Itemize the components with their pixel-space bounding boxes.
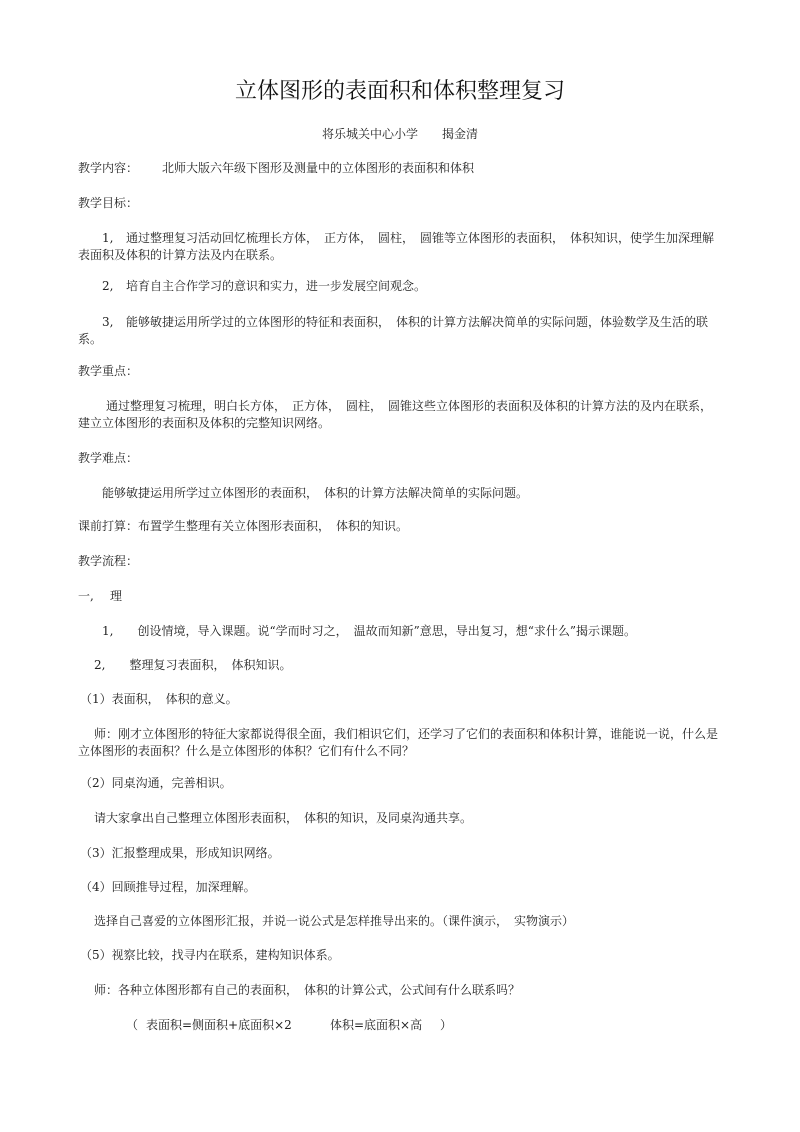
teacher1-line2: 立体图形的表面积？什么是立体图形的体积？它们有什么不同？ xyxy=(78,744,415,758)
section1-number: 一, xyxy=(78,589,94,603)
goal2-number: 2, xyxy=(102,279,114,293)
goal3-line2: 系。 xyxy=(78,332,103,346)
step1: 1, 创设情境，导入课题。说“学而时习之， 温故而知新”意思，导出复习，想“求什么”揭示课题。 xyxy=(102,624,636,638)
difficulty-heading: 教学难点： xyxy=(78,451,139,465)
sub2-text: 请大家拿出自己整理立体图形表面积， 体积的知识，及同桌沟通共享。 xyxy=(94,811,473,825)
step2: 2, 整理复习表面积， 体积知识。 xyxy=(94,658,292,672)
prep-text: 课前打算：布置学生整理有关立体图形表面积， 体积的知识。 xyxy=(78,519,409,533)
formula-volume: 体积=底面积×高 xyxy=(330,1018,423,1032)
formula-open-paren: （ xyxy=(126,1018,139,1032)
formula-close-paren: ） xyxy=(440,1018,453,1032)
content-value: 北师大版六年级下图形及测量中的立体图形的表面积和体积 xyxy=(162,161,475,175)
sub4: （4）回顾推导过程，加深理解。 xyxy=(80,880,256,894)
key-line1: 通过整理复习梳理，明白长方体， 正方体， 圆柱， 圆锥这些立体图形的表面积及体积的计算方法的及内在联系， xyxy=(106,399,713,413)
goal2-text: 培育自主合作学习的意识和实力，进一步发展空间观念。 xyxy=(126,279,427,293)
sub4-text: 选择自己喜爱的立体图形汇报，并说一说公式是怎样推导出来的。（课件演示， 实物演示） xyxy=(94,914,575,928)
teacher2: 师：各种立体图形都有自己的表面积， 体积的计算公式，公式间有什么联系吗？ xyxy=(94,983,521,997)
teacher1-line1: 师：刚才立体图形的特征大家都说得很全面，我们相识它们，还学习了它们的表面积和体积计算，谁能说一说，什么是 xyxy=(94,727,719,741)
goal1-number: 1, xyxy=(102,231,114,245)
key-line2: 建立立体图形的表面积及体积的完整知识网络。 xyxy=(78,416,331,430)
section1-text: 理 xyxy=(110,589,123,603)
goal1-line1: 通过整理复习活动回忆梳理长方体， 正方体， 圆柱， 圆锥等立体图形的表面积， 体积知识，使学生加深理解 xyxy=(126,231,715,245)
goal3-number: 3, xyxy=(102,315,114,329)
goal3-line1: 能够敏捷运用所学过的立体图形的特征和表面积， 体积的计算方法解决简单的实际问题，体验数学及生活的联 xyxy=(126,315,709,329)
content-label: 教学内容： xyxy=(78,161,139,175)
author-line: 将乐城关中心小学 揭金清 xyxy=(322,127,479,141)
sub5: （5）视察比较，找寻内在联系，建构知识体系。 xyxy=(80,948,340,962)
sub1: （1）表面积， 体积的意义。 xyxy=(80,692,238,706)
formula-surface-area: 表面积=侧面积+底面积×2 xyxy=(146,1018,292,1032)
difficulty-text: 能够敏捷运用所学过立体图形的表面积， 体积的计算方法解决简单的实际问题。 xyxy=(102,486,529,500)
sub2: （2）同桌沟通，完善相识。 xyxy=(80,776,232,790)
document-title: 立体图形的表面积和体积整理复习 xyxy=(234,79,565,104)
goal1-line2: 表面积及体积的计算方法及内在联系。 xyxy=(78,248,283,262)
sub3: （3）汇报整理成果，形成知识网络。 xyxy=(80,846,280,860)
key-heading: 教学重点： xyxy=(78,364,139,378)
flow-heading: 教学流程： xyxy=(78,554,139,568)
goals-heading: 教学目标： xyxy=(78,196,139,210)
